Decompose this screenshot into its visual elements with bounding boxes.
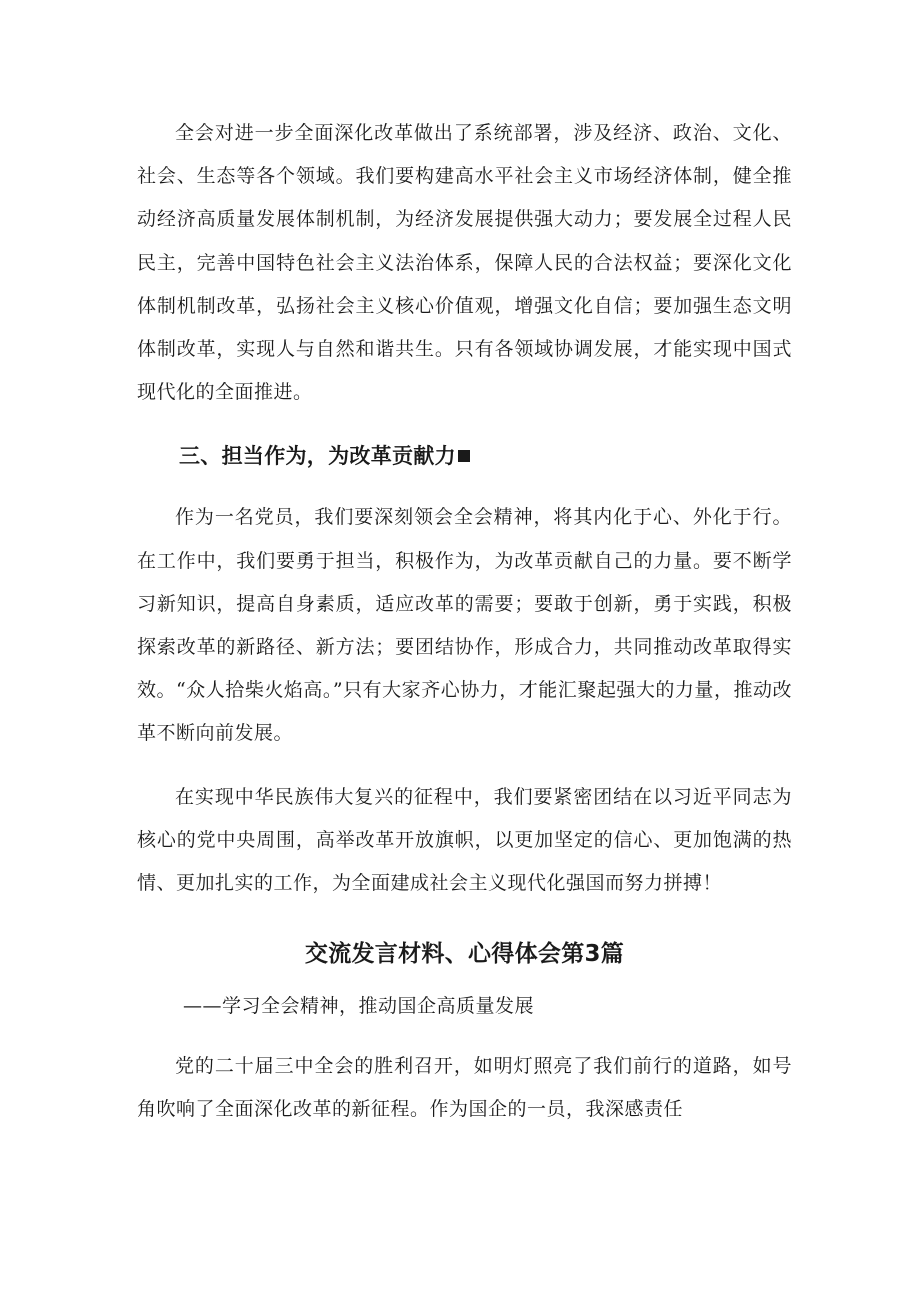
- body-paragraph: 作为一名党员，我们要深刻领会全会精神，将其内化于心、外化于行。在工作中，我们要勇于担当，积极作为，为改革贡献自己的力量。要不断学习新知识，提高自身素质，适应改革的需要；要敢于创新，勇于实践，积极探索改革的新路径、新方法；要团结协作，形成合力，共同推动改革取得实效。“众人拾柴火焰高。”只有大家齐心协力，才能汇聚起强大的力量，推动改革不断向前发展。: [137, 506, 792, 745]
- section-heading: [137, 436, 792, 476]
- body-paragraph: 在实现中华民族伟大复兴的征程中，我们要紧密团结在以习近平同志为核心的党中央周围，高举改革开放旗帜，以更加坚定的信心、更加饱满的热情、更加扎实的工作，为全面建成社会主义现代化强国而努力拼搏！: [137, 785, 792, 895]
- article-title: 交流发言材料、心得体会第3篇: [304, 941, 625, 968]
- square-bullet-icon: [458, 450, 470, 462]
- section-heading-text: 三、担当作为，为改革贡献力: [179, 444, 456, 469]
- article-subtitle: ——学习全会精神，推动国企高质量发展: [183, 995, 535, 1018]
- body-paragraph: 党的二十届三中全会的胜利召开，如明灯照亮了我们前行的道路，如号角吹响了全面深化改革的新征程。作为国企的一员，我深感责任: [137, 1055, 792, 1121]
- body-paragraph: 全会对进一步全面深化改革做出了系统部署，涉及经济、政治、文化、社会、生态等各个领域。我们要构建高水平社会主义市场经济体制，健全推动经济高质量发展体制机制，为经济发展提供强大动力；要发展全过程人民民主，完善中国特色社会主义法治体系，保障人民的合法权益；要深化文化体制机制改革，弘扬社会主义核心价值观，增强文化自信；要加强生态文明体制改革，实现人与自然和谐共生。只有各领域协调发展，才能实现中国式现代化的全面推进。: [137, 122, 792, 404]
